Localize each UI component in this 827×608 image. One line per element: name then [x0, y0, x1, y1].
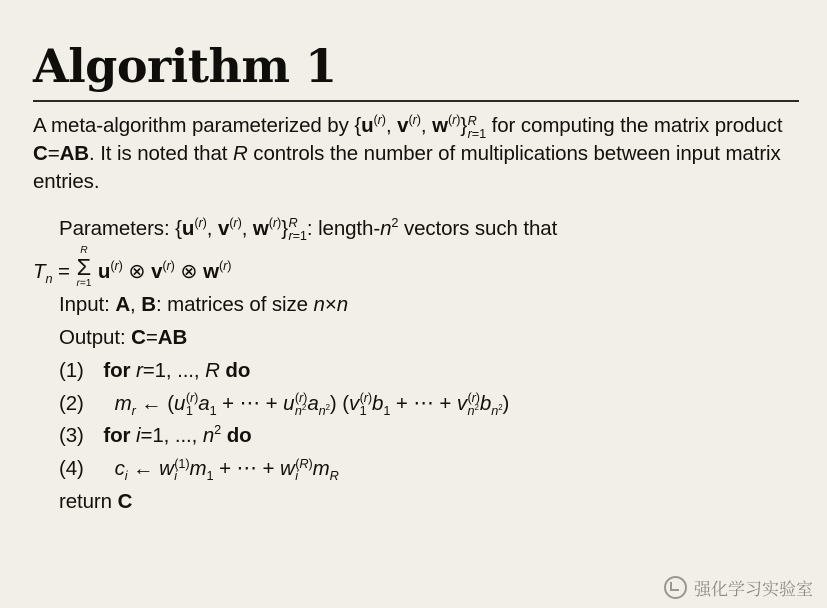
zhihu-logo-icon: [664, 576, 687, 599]
step-1-line: [33, 356, 799, 389]
watermark-text: 强化学习实验室: [694, 580, 813, 599]
watermark: [664, 575, 813, 600]
return-label: return: [59, 489, 112, 513]
step-2-number: (2): [59, 391, 84, 415]
step-4-line: [33, 454, 799, 487]
step-3-content: for i=1, ..., $n^2$ do: [103, 422, 252, 448]
algorithm-block: [33, 39, 799, 520]
step-4-number: (4): [59, 457, 84, 481]
step-1-content: for r=1, ..., R do: [103, 358, 251, 382]
page-title: Algorithm 1: [33, 39, 337, 93]
return-value: C: [117, 489, 133, 513]
algorithm-caption: A meta-algorithm parameterized by {$u^{(r)}$, $v^{(r)}$, $w^{(r)}$} R r=1 for computing the matrix product C=AB. It is noted that R controls the number of multiplications between input matrix entries.: [33, 112, 783, 193]
tensor-definition-line: $T_n$ = R Σ r=1 $u^{(r)}$ ⊗ $v^{(r)}$ ⊗ $w^{(r)}$: [33, 245, 232, 289]
step-4-content: $c_i$ ← w (1) i $m_1$ + ⋯ + w (R) i $m_R$: [114, 455, 339, 484]
step-3-line: [33, 421, 799, 454]
title-divider: [33, 100, 799, 102]
input-label: Input:: [59, 293, 110, 317]
parameters-line: Parameters: {$u^{(r)}$, $v^{(r)}$, $w^{(r)}$} R r=1 : length-$n^2$ vectors such that: [59, 214, 558, 243]
output-label: Output:: [59, 326, 126, 350]
return-line: [33, 487, 799, 520]
step-2-content: $m_r$ ← (u (r) 1 $a_1$ + ⋯ + u (r) $n^2$ $a_{n^2}$) (v (r) 1 $b_1$ + ⋯ + v (r) $n^2$ $b_{n^2}$): [114, 390, 510, 418]
parameters-label: Parameters:: [59, 216, 170, 240]
output-line: Output: C=AB: [59, 326, 188, 350]
input-line: Input: A, B: matrices of size n×n: [59, 293, 349, 317]
step-1-number: (1): [59, 358, 84, 382]
step-3-number: (3): [59, 424, 84, 448]
step-2-line: [33, 389, 799, 422]
algorithm-body: [33, 214, 799, 520]
